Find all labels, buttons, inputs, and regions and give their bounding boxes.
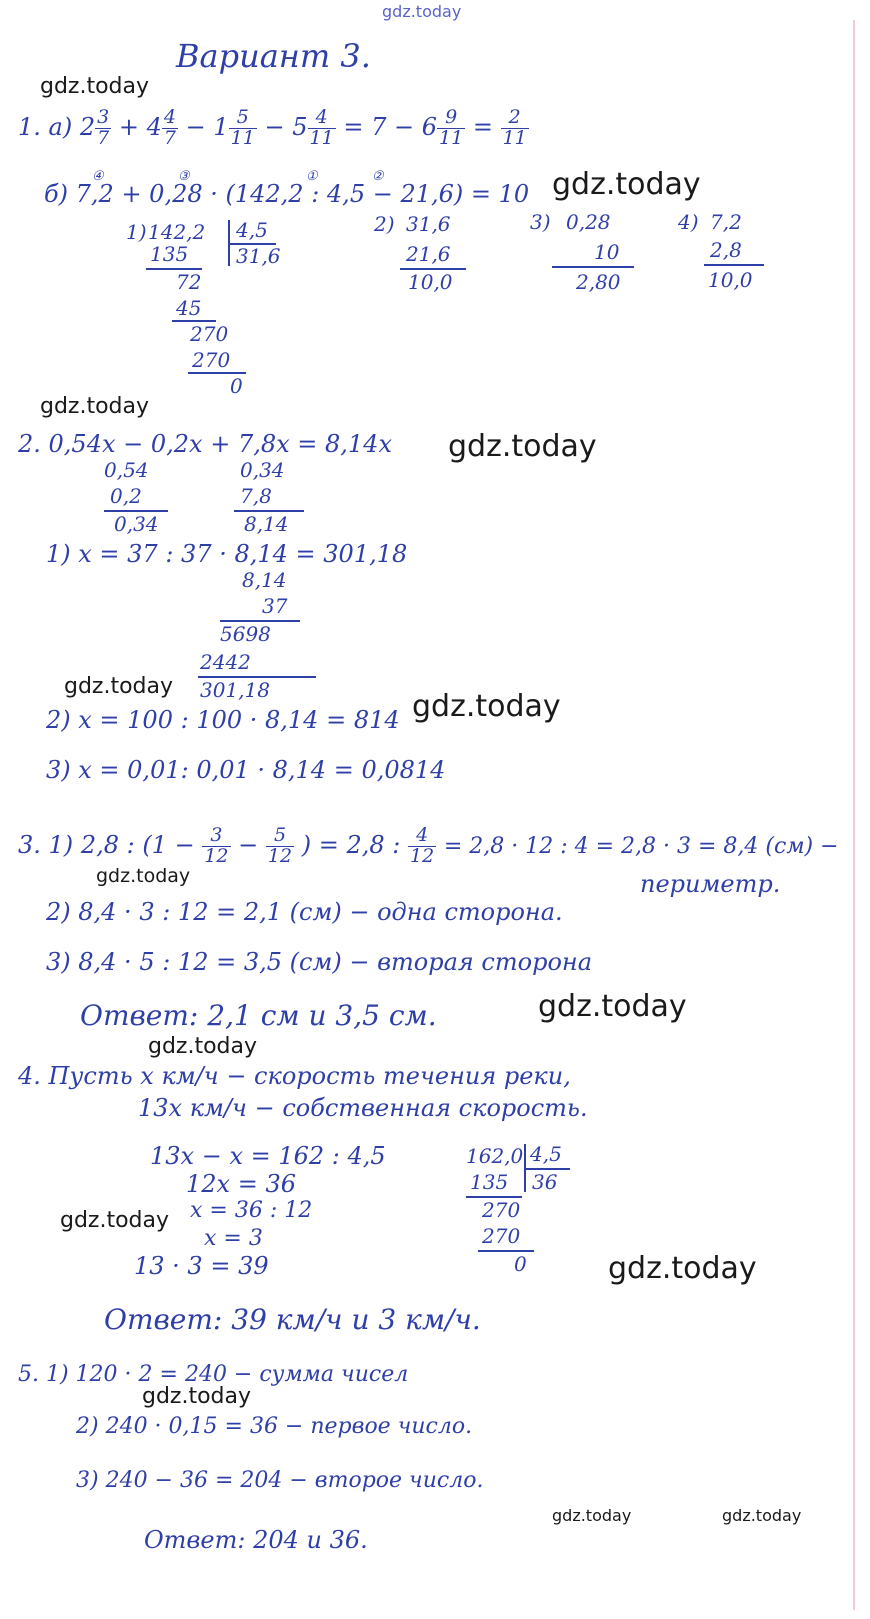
partial: 2442 <box>200 650 251 674</box>
task4-answer: Ответ: 39 км/ч и 3 км/ч. <box>104 1303 481 1336</box>
watermark: gdz.today <box>412 689 561 724</box>
step-label: 1) <box>126 220 147 244</box>
result: 0,34 <box>114 512 159 536</box>
partial: 72 <box>176 270 202 294</box>
fraction: $\frac{4}{11}$ <box>309 106 334 149</box>
watermark: gdz.today <box>448 429 597 464</box>
order-mark: ③ <box>178 169 190 184</box>
watermark-top: gdz.today <box>382 2 462 21</box>
task4-line1: 4. Пусть x км/ч − скорость течения реки, <box>18 1062 571 1090</box>
expression: 2,8 : (1 − <box>80 830 195 859</box>
operator: − <box>264 112 285 141</box>
step-label: 2) <box>374 212 395 236</box>
partial: 0 <box>514 1252 527 1276</box>
task4-eq5: 13 · 3 = 39 <box>134 1252 269 1280</box>
task2-line1: 1) x = 37 : 37 · 8,14 = 301,18 <box>46 540 408 568</box>
watermark: gdz.today <box>40 394 150 419</box>
quotient: 36 <box>532 1170 558 1194</box>
operator: = 7 − <box>343 112 415 141</box>
divisor: 4,5 <box>530 1142 562 1166</box>
watermark: gdz.today <box>60 1208 170 1233</box>
task-label: 3. 1) <box>18 830 74 859</box>
task4-line2: 13x км/ч − собственная скорость. <box>138 1094 588 1122</box>
partial: 45 <box>176 296 202 320</box>
order-mark: ② <box>372 169 384 184</box>
task4-eq4: x = 3 <box>204 1226 263 1251</box>
partial: 270 <box>190 322 229 346</box>
task4-eq1: 13x − x = 162 : 4,5 <box>150 1142 386 1170</box>
mixed-whole: 5 <box>292 112 308 141</box>
task3-line2: 2) 8,4 · 3 : 12 = 2,1 (см) − одна сторона. <box>46 898 563 926</box>
watermark: gdz.today <box>538 989 687 1024</box>
watermark: gdz.today <box>148 1034 258 1059</box>
operand: 0,34 <box>240 458 285 482</box>
result: 10,0 <box>408 270 453 294</box>
partial: 270 <box>192 348 231 372</box>
result: 10,0 <box>708 268 753 292</box>
watermark: gdz.today <box>552 1506 632 1525</box>
quotient: 31,6 <box>236 244 281 268</box>
watermark: gdz.today <box>142 1384 252 1409</box>
partial: 270 <box>482 1198 521 1222</box>
task5-answer: Ответ: 204 и 36. <box>144 1526 368 1554</box>
operator: − <box>238 830 259 859</box>
fraction: $\frac{2}{11}$ <box>502 106 527 149</box>
result: 2,80 <box>576 270 621 294</box>
watermark: gdz.today <box>552 167 701 202</box>
order-mark: ④ <box>92 169 104 184</box>
operand: 2,8 <box>710 238 742 262</box>
operand: 0,2 <box>110 484 142 508</box>
fraction: $\frac{5}{11}$ <box>230 106 255 149</box>
operand: 7,8 <box>240 484 272 508</box>
operand: 37 <box>262 594 288 618</box>
operand: 7,2 <box>710 210 742 234</box>
partial: 135 <box>150 242 189 266</box>
operator: = <box>472 112 493 141</box>
dividend: 142,2 <box>148 220 206 244</box>
watermark: gdz.today <box>722 1506 802 1525</box>
task5-line1: 5. 1) 120 · 2 = 240 − сумма чисел <box>18 1362 409 1387</box>
mixed-whole: 2 <box>79 112 96 141</box>
operand: 8,14 <box>242 568 287 592</box>
operator: − <box>185 112 206 141</box>
operand: 0,54 <box>104 458 149 482</box>
fraction: $\frac{3}{7}$ <box>97 106 110 149</box>
operand: 10 <box>594 240 620 264</box>
fraction: $\frac{4}{7}$ <box>163 106 176 149</box>
task3-line3: 3) 8,4 · 5 : 12 = 3,5 (см) − вторая сторона <box>46 948 593 976</box>
step-rule <box>704 264 764 266</box>
fraction: $\frac{5}{12}$ <box>267 824 293 867</box>
operator: + <box>118 112 139 141</box>
task-label: 1. а) <box>18 112 73 141</box>
task4-eq2: 12x = 36 <box>186 1170 296 1198</box>
fraction: $\frac{4}{12}$ <box>410 824 435 867</box>
perimeter-note: периметр. <box>640 870 781 898</box>
divisor: 4,5 <box>236 218 268 242</box>
watermark: gdz.today <box>64 674 174 699</box>
fraction: $\frac{9}{11}$ <box>439 106 464 149</box>
task5-line3: 3) 240 − 36 = 204 − второе число. <box>76 1468 484 1493</box>
step-label: 3) <box>530 210 551 234</box>
partial: 270 <box>482 1224 521 1248</box>
watermark: gdz.today <box>40 74 150 99</box>
result: 301,18 <box>200 678 270 702</box>
watermark: gdz.today <box>96 865 191 887</box>
fraction: $\frac{3}{12}$ <box>204 824 229 867</box>
watermark: gdz.today <box>608 1251 757 1286</box>
dividend: 162,0 <box>466 1144 524 1168</box>
mixed-whole: 1 <box>213 112 229 141</box>
margin-line <box>853 20 855 1610</box>
expression: = 2,8 · 12 : 4 = 2,8 · 3 = 8,4 (см) − <box>443 833 839 859</box>
mixed-whole: 6 <box>421 112 438 141</box>
task2-line2: 2) x = 100 : 100 · 8,14 = 814 <box>46 706 400 734</box>
mixed-whole: 4 <box>146 112 162 141</box>
step-rule <box>552 266 634 268</box>
task2-line3: 3) x = 0,01: 0,01 · 8,14 = 0,0814 <box>46 756 446 784</box>
task4-eq3: x = 36 : 12 <box>190 1198 313 1223</box>
operand: 31,6 <box>406 212 451 236</box>
order-mark: ① <box>306 169 318 184</box>
task5-line2: 2) 240 · 0,15 = 36 − первое число. <box>76 1414 473 1439</box>
result: 8,14 <box>244 512 289 536</box>
partial: 135 <box>470 1170 509 1194</box>
operand: 0,28 <box>566 210 611 234</box>
page-title: Вариант 3. <box>176 37 371 75</box>
task2-equation: 2. 0,54x − 0,2x + 7,8x = 8,14x <box>18 430 392 458</box>
partial: 5698 <box>220 622 271 646</box>
partial: 0 <box>230 374 243 398</box>
task1a-line <box>18 108 529 149</box>
step-label: 4) <box>678 210 699 234</box>
expression: ) = 2,8 : <box>301 830 401 859</box>
task3-answer: Ответ: 2,1 см и 3,5 см. <box>80 999 437 1032</box>
operand: 21,6 <box>406 242 451 266</box>
task3-line1 <box>18 826 839 867</box>
task1b-line: б) 7,2 + 0,28 · (142,2 : 4,5 − 21,6) = 10 <box>44 180 530 208</box>
